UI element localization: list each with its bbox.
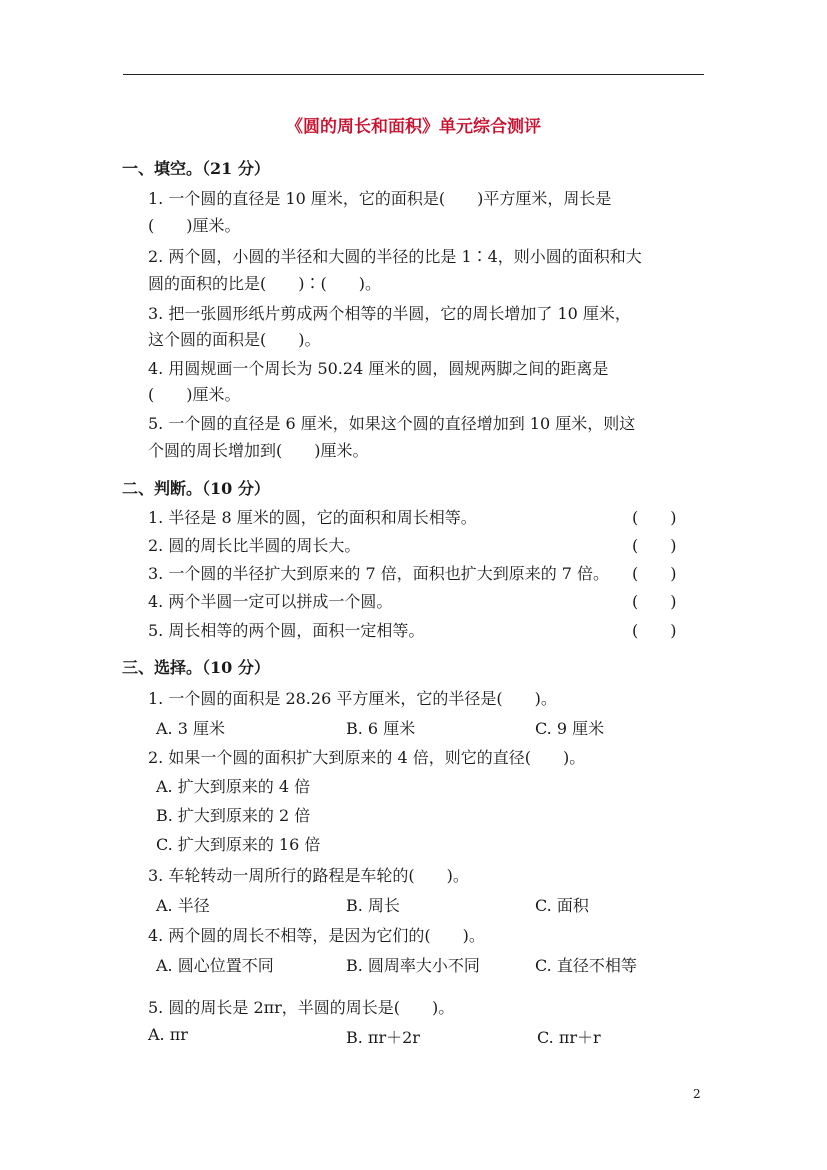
choice-question-5: 5. 圆的周长是 2πr，半圆的周长是( )。 bbox=[148, 998, 455, 1017]
judge-answer-2: ( ) bbox=[632, 536, 677, 555]
choice-3-option-a: A. 半径 bbox=[156, 896, 210, 915]
choice-2-option-a: A. 扩大到原来的 4 倍 bbox=[156, 777, 311, 796]
choice-question-3: 3. 车轮转动一周所行的路程是车轮的( )。 bbox=[148, 866, 469, 885]
choice-3-option-c: C. 面积 bbox=[535, 896, 589, 915]
fill-line-8: ( )厘米。 bbox=[148, 385, 241, 404]
section-heading-judge: 二、判断。（10 分） bbox=[122, 479, 270, 498]
judge-answer-5: ( ) bbox=[632, 621, 677, 640]
choice-question-1: 1. 一个圆的面积是 28.26 平方厘米，它的半径是( )。 bbox=[148, 689, 557, 708]
choice-4-option-a: A. 圆心位置不同 bbox=[156, 956, 274, 975]
fill-line-1: 1. 一个圆的直径是 10 厘米，它的面积是( )平方厘米，周长是 bbox=[148, 189, 612, 208]
choice-5-option-b: B. πr＋2r bbox=[346, 1028, 420, 1047]
choice-2-option-c: C. 扩大到原来的 16 倍 bbox=[156, 835, 321, 854]
fill-line-6: 这个圆的面积是( )。 bbox=[148, 330, 321, 349]
judge-item-2: 2. 圆的周长比半圆的周长大。 bbox=[148, 536, 361, 555]
judge-item-5: 5. 周长相等的两个圆，面积一定相等。 bbox=[148, 621, 425, 640]
judge-answer-4: ( ) bbox=[632, 592, 677, 611]
section-heading-fill: 一、填空。（21 分） bbox=[122, 159, 270, 178]
choice-2-option-b: B. 扩大到原来的 2 倍 bbox=[156, 806, 311, 825]
choice-4-option-c: C. 直径不相等 bbox=[535, 956, 637, 975]
fill-line-2: ( )厘米。 bbox=[148, 216, 241, 235]
choice-1-option-a: A. 3 厘米 bbox=[156, 719, 225, 738]
choice-4-option-b: B. 圆周率大小不同 bbox=[346, 956, 480, 975]
choice-question-4: 4. 两个圆的周长不相等，是因为它们的( )。 bbox=[148, 926, 485, 945]
choice-5-option-c: C. πr＋r bbox=[537, 1028, 601, 1047]
fill-line-9: 5. 一个圆的直径是 6 厘米，如果这个圆的直径增加到 10 厘米，则这 bbox=[148, 414, 636, 433]
fill-line-3: 2. 两个圆，小圆的半径和大圆的半径的比是 1∶4，则小圆的面积和大 bbox=[148, 247, 642, 266]
judge-answer-1: ( ) bbox=[632, 508, 677, 527]
fill-line-10: 个圆的周长增加到( )厘米。 bbox=[148, 441, 369, 460]
section-heading-choice: 三、选择。（10 分） bbox=[122, 658, 270, 677]
judge-item-1: 1. 半径是 8 厘米的圆，它的面积和周长相等。 bbox=[148, 508, 477, 527]
fill-line-7: 4. 用圆规画一个周长为 50.24 厘米的圆，圆规两脚之间的距离是 bbox=[148, 359, 609, 378]
judge-item-4: 4. 两个半圆一定可以拼成一个圆。 bbox=[148, 592, 393, 611]
judge-answer-3: ( ) bbox=[632, 564, 677, 583]
choice-3-option-b: B. 周长 bbox=[346, 896, 400, 915]
choice-question-2: 2. 如果一个圆的面积扩大到原来的 4 倍，则它的直径( )。 bbox=[148, 748, 586, 767]
header-rule bbox=[123, 74, 704, 75]
choice-5-option-a: A. πr bbox=[148, 1025, 188, 1044]
document-title: 《圆的周长和面积》单元综合测评 bbox=[286, 117, 541, 137]
fill-line-5: 3. 把一张圆形纸片剪成两个相等的半圆，它的周长增加了 10 厘米， bbox=[148, 304, 631, 323]
choice-1-option-c: C. 9 厘米 bbox=[535, 719, 605, 738]
fill-line-4: 圆的面积的比是( )∶( )。 bbox=[148, 274, 381, 293]
page-number: 2 bbox=[693, 1087, 701, 1101]
choice-1-option-b: B. 6 厘米 bbox=[346, 719, 416, 738]
judge-item-3: 3. 一个圆的半径扩大到原来的 7 倍，面积也扩大到原来的 7 倍。 bbox=[148, 564, 610, 583]
